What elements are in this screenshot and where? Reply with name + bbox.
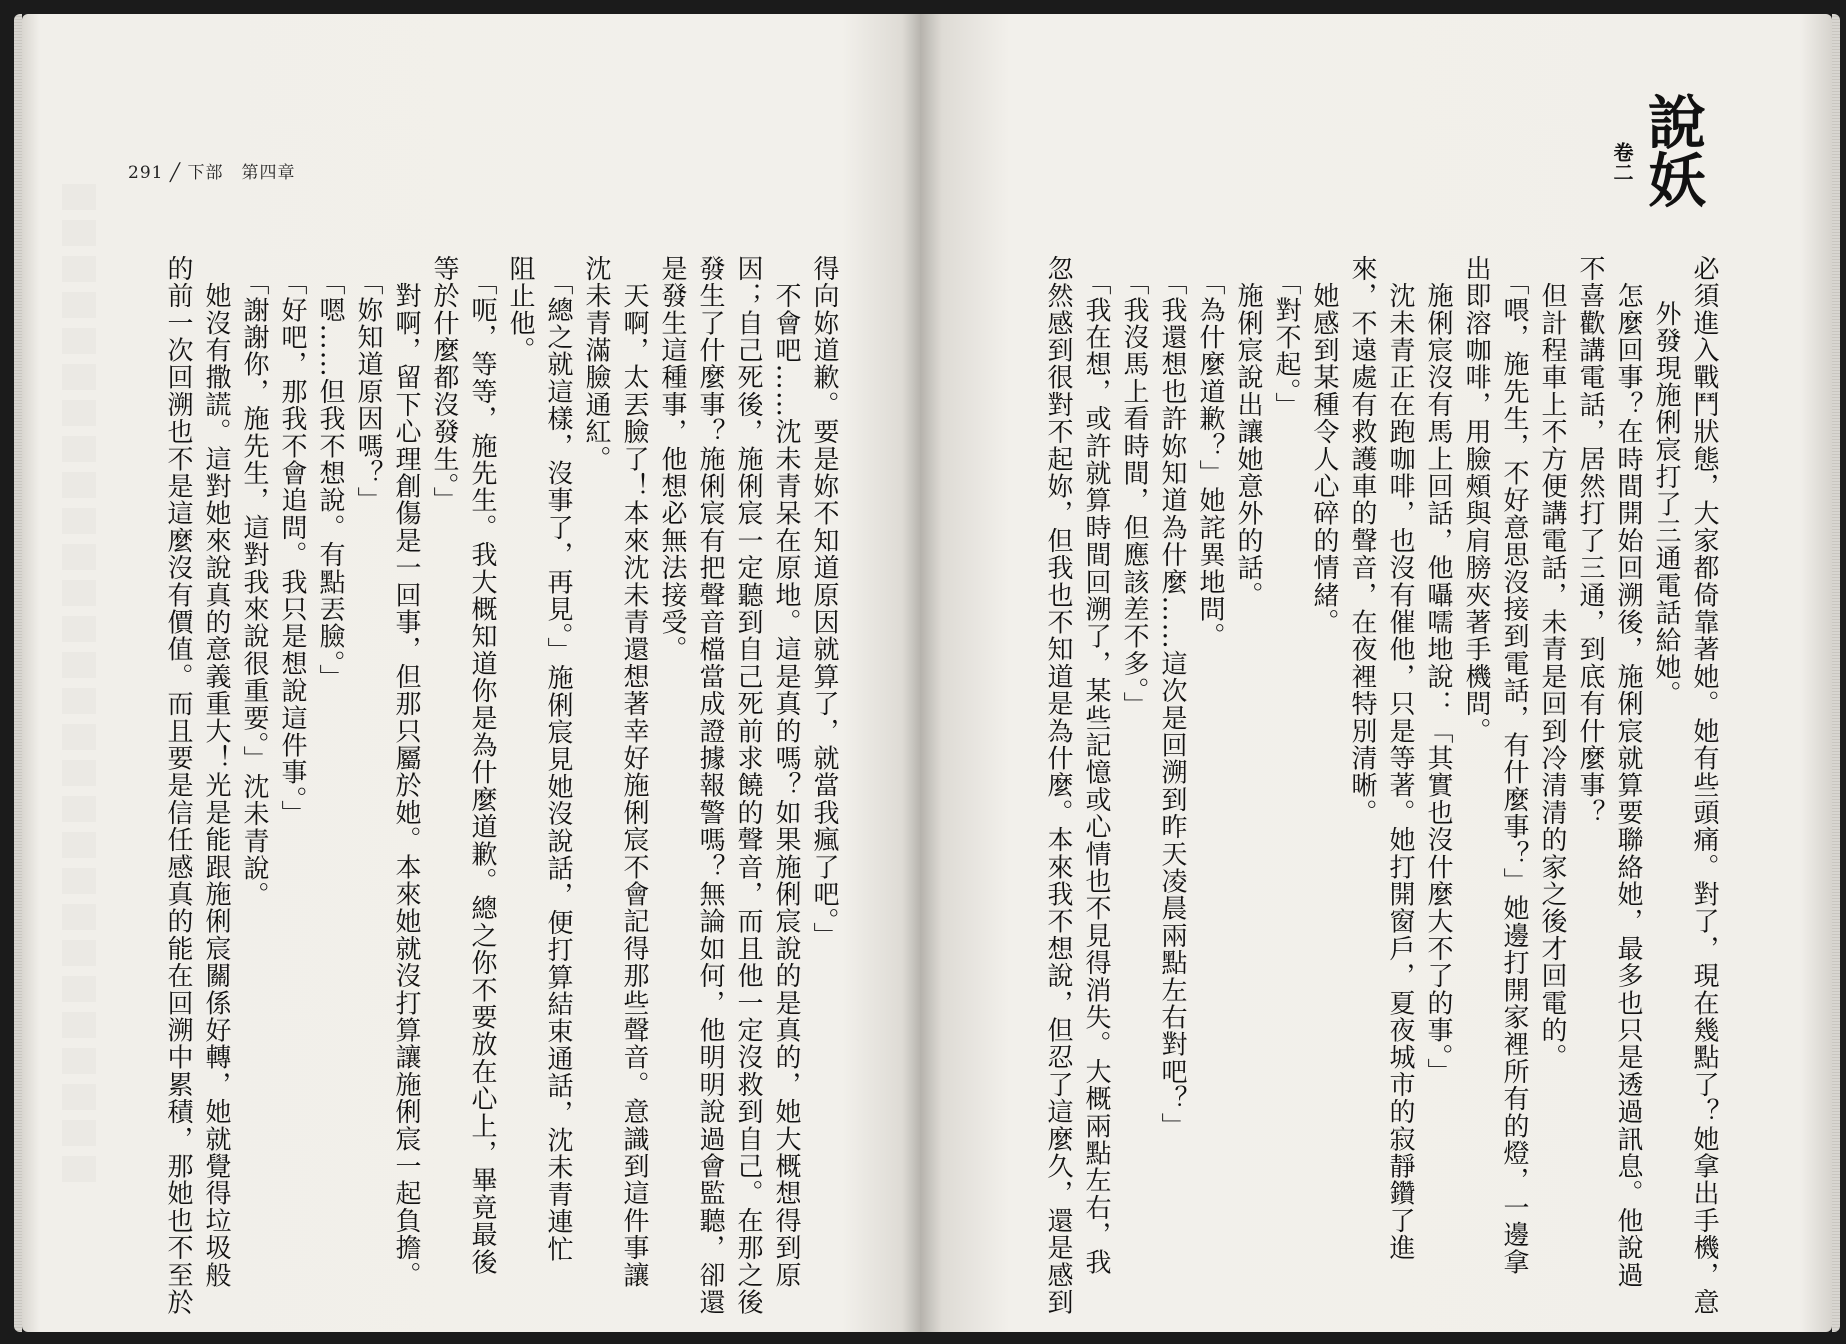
- right-text-column-6: 「喂，施先生，不好意思沒接到電話，有什麼事？」她邊打開家裡所有的燈，一邊拿: [1499, 255, 1529, 1276]
- right-text-column-12: 「對不起。」: [1271, 255, 1301, 420]
- left-text-column-16: 「謝謝你，施先生，這對我來說很重要。」沈未青說。: [239, 255, 269, 909]
- left-text-column-1: 得向妳道歉。要是妳不知道原因就算了，就當我瘋了吧。」: [809, 255, 839, 950]
- right-text-column-1: 必須進入戰鬥狀態，大家都倚靠著她。她有些頭痛。對了，現在幾點了？她拿出手機，意: [1689, 255, 1719, 1316]
- right-text-column-18: 忽然感到很對不起妳，但我也不知道是為什麼。本來我不想說，但忍了這麼久，還是感到: [1043, 255, 1073, 1316]
- running-header: 291 ╱ 下部 第四章: [128, 163, 296, 183]
- right-text-column-17: 「我在想，或許就算時間回溯了，某些記憶或心情也不見得消失。大概兩點左右，我: [1081, 255, 1111, 1276]
- right-text-column-7: 出即溶咖啡，用臉頰與肩膀夾著手機問。: [1461, 255, 1491, 745]
- left-text-column-2: 不會吧……沈未青呆在原地。這是真的嗎？如果施俐宸說的是真的，她大概想得到原: [771, 255, 801, 1289]
- left-text-column-13: 「妳知道原因嗎？」: [353, 255, 383, 514]
- right-text-column-5: 但計程車上不方便講電話，未青是回到冷清清的家之後才回電的。: [1537, 255, 1567, 1071]
- right-text-column-4: 不喜歡講電話，居然打了三通，到底有什麼事？: [1575, 255, 1605, 827]
- show-through-text: [62, 184, 96, 1184]
- left-text-column-9: 阻止他。: [505, 255, 535, 364]
- left-text-column-3: 因；自己死後，施俐宸一定聽到自己死前求饒的聲音，而且他一定沒救到自己。在那之後: [733, 255, 763, 1316]
- series-logo: 說妖: [1638, 92, 1706, 208]
- left-text-column-10: 「呃，等等，施先生。我大概知道你是為什麼道歉。總之你不要放在心上，畢竟最後: [467, 255, 497, 1276]
- left-text-column-6: 天啊，太丟臉了！本來沈未青還想著幸好施俐宸不會記得那些聲音。意識到這件事讓: [619, 255, 649, 1289]
- right-text-column-16: 「我沒馬上看時間，但應該差不多。」: [1119, 255, 1149, 719]
- left-text-column-12: 對啊，留下心理創傷是一回事，但那只屬於她。本來她就沒打算讓施俐宸一起負擔。: [391, 255, 421, 1289]
- right-text-column-10: 來，不遠處有救護車的聲音，在夜裡特別清晰。: [1347, 255, 1377, 827]
- right-text-column-14: 「為什麼道歉？」她詫異地問。: [1195, 255, 1225, 650]
- left-text-column-4: 發生了什麼事？施俐宸有把聲音檔當成證據報警嗎？無論如何，他明明說過會監聽，卻還: [695, 255, 725, 1316]
- right-text-column-11: 她感到某種令人心碎的情緒。: [1309, 255, 1339, 636]
- right-text-column-2: 外發現施俐宸打了三通電話給她。: [1651, 300, 1681, 708]
- right-text-column-13: 施俐宸說出讓她意外的話。: [1233, 255, 1263, 609]
- volume-label: 卷二: [1610, 142, 1634, 182]
- left-text-column-18: 的前一次回溯也不是這麼沒有價值。而且要是信任感真的能在回溯中累積，那她也不至於: [163, 255, 193, 1316]
- right-text-column-3: 怎麼回事？在時間開始回溯後，施俐宸就算要聯絡她，最多也只是透過訊息。他說過: [1613, 255, 1643, 1289]
- left-text-column-14: 「嗯……但我不想說。有點丟臉。」: [315, 255, 345, 692]
- left-text-column-7: 沈未青滿臉通紅。: [581, 255, 611, 473]
- page-edge-right: [1832, 14, 1840, 1332]
- right-text-column-9: 沈未青正在跑咖啡，也沒有催他，只是等著。她打開窗戶，夏夜城市的寂靜鑽了進: [1385, 255, 1415, 1262]
- right-text-column-8: 施俐宸沒有馬上回話，他囁嚅地說：「其實也沒什麼大不了的事。」: [1423, 255, 1453, 1086]
- right-text-column-15: 「我還想也許妳知道為什麼……這次是回溯到昨天凌晨兩點左右對吧？」: [1157, 255, 1187, 1140]
- left-text-column-5: 是發生這種事，他想必無法接受。: [657, 255, 687, 663]
- left-text-column-15: 「好吧，那我不會追問。我只是想說這件事。」: [277, 255, 307, 828]
- left-text-column-8: 「總之就這樣，沒事了，再見。」施俐宸見她沒說話，便打算結束通話，沈未青連忙: [543, 255, 573, 1263]
- left-text-column-11: 等於什麼都沒發生。」: [429, 255, 459, 514]
- left-text-column-17: 她沒有撒謊。這對她來說真的意義重大！光是能跟施俐宸關係好轉，她就覺得垃圾般: [201, 255, 231, 1289]
- page-edge-left: [14, 14, 22, 1332]
